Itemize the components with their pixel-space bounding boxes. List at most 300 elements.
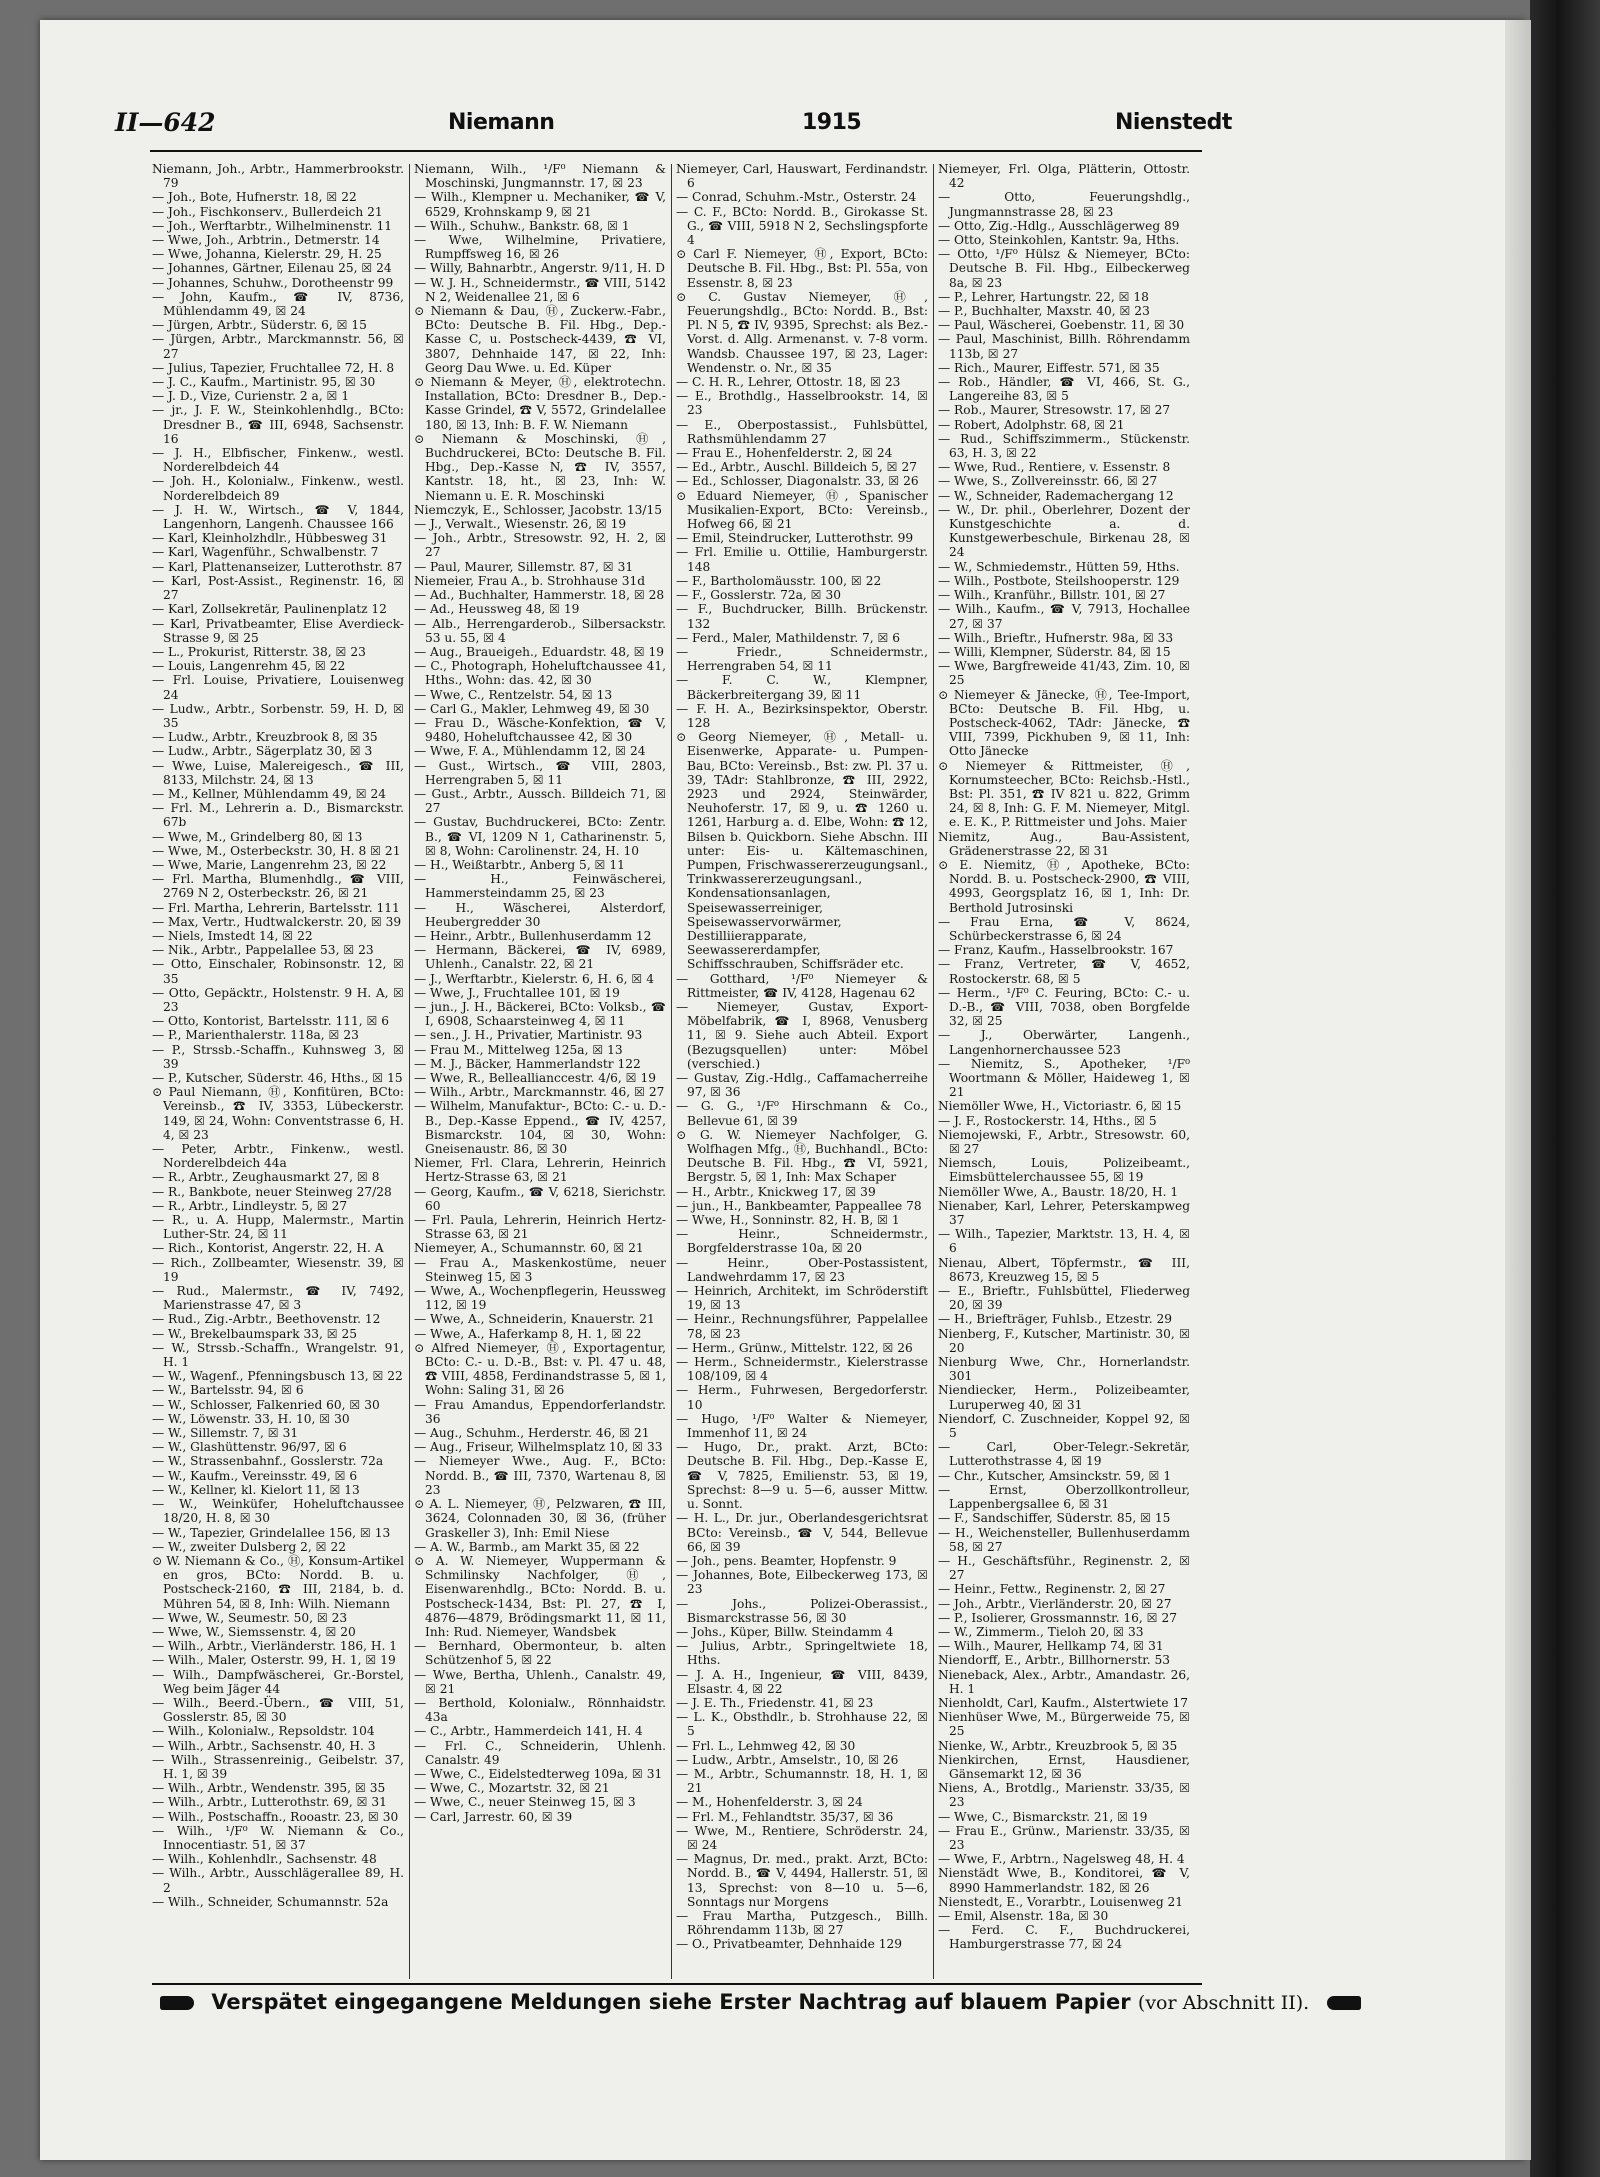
directory-entry: — Hermann, Bäckerei, ☎ IV, 6989, Uhlenh., Canalstr. 22, ☒ 21: [414, 943, 666, 972]
directory-entry: — Wilh., Postschaffn., Rooastr. 23, ☒ 30: [152, 1809, 399, 1824]
directory-entry: — Karl, Kleinholzhdlr., Hübbesweg 31: [152, 531, 388, 546]
directory-entry: — H., Arbtr., Knickweg 17, ☒ 39: [676, 1184, 876, 1199]
directory-entry: — W., Dr. phil., Oberlehrer, Dozent der Kunstgeschichte a. d. Kunstgewerbeschule, Birkenau 28, ☒ 24: [938, 502, 1190, 560]
directory-entry: — Wwe, Wilhelmine, Privatiere, Rumpffsweg 16, ☒ 26: [414, 233, 666, 262]
directory-entry: — F., Bartholomäusstr. 100, ☒ 22: [676, 573, 882, 588]
directory-entry: — P., Lehrer, Hartungstr. 22, ☒ 18: [938, 289, 1149, 304]
directory-entry: — Ernst, Oberzollkontrolleur, Lappenbergsallee 6, ☒ 31: [938, 1482, 1190, 1512]
header-rule: [150, 150, 1202, 152]
directory-entry: Niemojewski, F., Arbtr., Stresowstr. 60, ☒ 27: [938, 1127, 1190, 1157]
directory-entry: — Friedr., Schneidermstr., Herrengraben 54, ☒ 11: [676, 644, 928, 674]
directory-entry: — Otto, Steinkohlen, Kantstr. 9a, Hths.: [938, 233, 1180, 248]
footer-rule: [152, 1983, 1202, 1985]
directory-entry: — H. L., Dr. jur., Oberlandesgerichtsrat BCto: Vereinsb., ☎ V, 544, Bellevue 66, ☒ 39: [676, 1511, 928, 1554]
directory-entry: — J., Werftarbtr., Kielerstr. 6, H. 6, ☒ 4: [414, 971, 654, 986]
directory-entry: — W., Wagenf., Pfenningsbusch 13, ☒ 22: [152, 1369, 403, 1384]
directory-entry: — Joh., Fischkonserv., Bullerdeich 21: [152, 204, 383, 219]
directory-entry: — Wwe, F., Arbtrn., Nagelsweg 48, H. 4: [938, 1852, 1185, 1867]
directory-entry: — Frau E., Grünw., Marienstr. 33/35, ☒ 23: [938, 1823, 1190, 1852]
directory-entry: — Wwe, S., Zollvereinsstr. 66, ☒ 27: [938, 474, 1158, 489]
directory-entry: — Peter, Arbtr., Finkenw., westl. Norderelbdeich 44a: [152, 1142, 404, 1171]
directory-entry: — Joh., Arbtr., Stresowstr. 92, H. 2, ☒ 27: [414, 531, 666, 560]
directory-entry: ⊙ Alfred Niemeyer, Ⓗ, Exportagentur, BCto: C.- u. D.-B., Bst: v. Pl. 47 u. 48, ☎ VIII, 4858, Ferdinandstrasse 5, ☒ 1, Wohn: Saling 31, ☒ 26: [414, 1340, 666, 1398]
directory-entry: — L. K., Obsthdlr., b. Strohhause 22, ☒ 5: [676, 1710, 928, 1739]
directory-entry: — Hugo, ¹/F⁰ Walter & Niemeyer, Immenhof 11, ☒ 24: [676, 1411, 928, 1441]
directory-entry: ⊙ C. Gustav Niemeyer, Ⓗ, Feuerungshdlg., BCto: Nordd. B., Bst: Pl. N 5, ☎ IV, 9395, Sprechst: als Bez.-Vorst. d. Allg. Armenanst. v. 7-8 vorm. Wandsb. Chaussee 197, ☒ 23, Lager: Wendenstr. o. Nr., ☒ 35: [676, 289, 928, 375]
directory-entry: — Wilh., Maurer, Hellkamp 74, ☒ 31: [938, 1639, 1164, 1654]
column-divider: [933, 164, 934, 1979]
directory-entry: Niemczyk, E., Schlosser, Jacobstr. 13/15: [414, 502, 662, 517]
directory-entry: — Magnus, Dr. med., prakt. Arzt, BCto: Nordd. B., ☎ V, 4494, Hallerstr. 51, ☒ 13, Sprechst: von 8—10 u. 5—6, Sonntags nur Morgens: [676, 1852, 928, 1909]
directory-entry: — Frl. Martha, Blumenhdlg., ☎ VIII, 2769 N 2, Osterbeckstr. 26, ☒ 21: [152, 872, 404, 901]
directory-entry: — P., Isolierer, Grossmannstr. 16, ☒ 27: [938, 1610, 1177, 1625]
directory-entry: ⊙ A. W. Niemeyer, Wuppermann & Schmilinsky Nachfolger, Ⓗ, Eisenwarenhdlg., BCto: Nordd. B. u. Postscheck-1434, Bst: Pl. 27, ☎ I, 4876—4879, Brödingsmarkt 11, ☒ 11, Inh: Rud. Niemeyer, Wandsbek: [414, 1553, 666, 1639]
directory-entry: — J., Verwalt., Wiesenstr. 26, ☒ 19: [414, 517, 627, 532]
directory-entry: ⊙ Eduard Niemeyer, Ⓗ, Spanischer Musikalien-Export, BCto: Vereinsb., Hofweg 66, ☒ 21: [676, 488, 928, 532]
directory-entry: — Willi, Klempner, Süderstr. 84, ☒ 15: [938, 644, 1171, 659]
directory-entry: — Otto, Kontorist, Bartelsstr. 111, ☒ 6: [152, 1014, 390, 1029]
book-shadow: [1530, 0, 1600, 2177]
directory-entry: Nienberg, F., Kutscher, Martinistr. 30, ☒ 20: [938, 1326, 1190, 1355]
directory-entry: — Herm., Schneidermstr., Kielerstrasse 108/109, ☒ 4: [676, 1355, 928, 1384]
pointing-hand-icon: [160, 1996, 194, 2010]
directory-entry: — Wwe, A., Haferkamp 8, H. 1, ☒ 22: [414, 1326, 642, 1341]
directory-entry: — Niemeyer, Gustav, Export-Möbelfabrik, ☎ I, 8968, Venusberg 11, ☒ 9. Siehe auch Abteil. Export (Bezugsquellen) unter: Möbel (verschied.): [676, 999, 928, 1071]
directory-entry: — R., Bankbote, neuer Steinweg 27/28: [152, 1184, 392, 1199]
directory-entry: — Paul, Wäscherei, Goebenstr. 11, ☒ 30: [938, 318, 1185, 333]
directory-entry: — W., Weinküfer, Hoheluftchaussee 18/20, H. 8, ☒ 30: [152, 1497, 404, 1526]
directory-entry: — Wwe, W., Seumestr. 50, ☒ 23: [152, 1610, 348, 1625]
directory-entry: — W., zweiter Dulsberg 2, ☒ 22: [152, 1539, 346, 1554]
directory-entry: — Conrad, Schuhm.-Mstr., Osterstr. 24: [676, 190, 917, 205]
directory-entry: — W., Tapezier, Grindelallee 156, ☒ 13: [152, 1525, 391, 1540]
directory-entry: — G. G., ¹/F⁰ Hirschmann & Co., Bellevue 61, ☒ 39: [676, 1099, 928, 1128]
directory-entry: — Georg, Kaufm., ☎ V, 6218, Sierichstr. 60: [414, 1184, 666, 1213]
directory-entry: ⊙ Niemann & Moschinski, Ⓗ, Buchdruckerei, BCto: Deutsche B. Fil. Hbg., Dep.-Kasse N, ☎ IV, 3557, Kantstr. 18, ht., ☒ 23, Inh: W. Niemann u. E. R. Moschinski: [414, 431, 666, 503]
directory-entry: ⊙ G. W. Niemeyer Nachfolger, G. Wolfhagen Mfg., Ⓗ, Buchhandl., BCto: Deutsche B. Fil. Hbg., ☎ VI, 5921, Bergstr. 5, ☒ 1, Inh: Max Schaper: [676, 1127, 928, 1185]
directory-entry: Niendiecker, Herm., Polizeibeamter, Luruperweg 40, ☒ 31: [938, 1383, 1190, 1412]
directory-entry: — M., Kellner, Mühlendamm 49, ☒ 24: [152, 786, 387, 801]
directory-entry: — Wwe, M., Rentiere, Schröderstr. 24, ☒ 24: [676, 1823, 928, 1852]
directory-entry: — W., Schmiedemstr., Hütten 59, Hths.: [938, 559, 1180, 574]
directory-entry: — Karl, Plattenanseizer, Lutterothstr. 87: [152, 559, 403, 574]
directory-entry: — Paul, Maschinist, Billh. Röhrendamm 113b, ☒ 27: [938, 332, 1190, 361]
directory-entry: — Wilh., Klempner u. Mechaniker, ☎ V, 6529, Krohnskamp 9, ☒ 21: [414, 190, 666, 219]
directory-entry: — F., Buchdrucker, Billh. Brückenstr. 132: [676, 602, 928, 631]
directory-entry: — J. H. W., Wirtsch., ☎ V, 1844, Langenhorn, Langenh. Chaussee 166: [152, 502, 404, 532]
directory-entry: — Wilh., Maler, Osterstr. 99, H. 1, ☒ 19: [152, 1653, 396, 1668]
directory-entry: — Wwe, Bertha, Uhlenh., Canalstr. 49, ☒ 21: [414, 1667, 666, 1696]
directory-entry: — Rob., Händler, ☎ VI, 466, St. G., Langereihe 83, ☒ 5: [938, 375, 1190, 404]
directory-entry: — Alb., Herrengarderob., Silbersackstr. 53 u. 55, ☒ 4: [414, 616, 666, 645]
directory-entry: — Wwe, Rud., Rentiere, v. Essenstr. 8: [938, 460, 1171, 475]
pointing-hand-icon: [1327, 1996, 1361, 2010]
directory-entry: — Niels, Imstedt 14, ☒ 22: [152, 928, 313, 943]
directory-entry: — Rich., Zollbeamter, Wiesenstr. 39, ☒ 19: [152, 1255, 404, 1284]
directory-entry: — R., Arbtr., Zeughausmarkt 27, ☒ 8: [152, 1170, 380, 1185]
directory-entry: ⊙ Niemeyer & Rittmeister, Ⓗ, Kornumsteecher, BCto: Reichsb.-Hstl., Bst: Pl. 351, ☎ IV 821 u. 822, Grimm 24, ☒ 8, Inh: G. F. M. Niemeyer, Mitgl. e. E. K., P. Rittmeister und Johs. Maier: [938, 758, 1190, 830]
directory-entry: — H., Wäscherei, Alsterdorf, Heubergredder 30: [414, 900, 666, 929]
directory-entry: — Herm., Grünw., Mittelstr. 122, ☒ 26: [676, 1340, 913, 1355]
directory-entry: — Frl. Martha, Lehrerin, Bartelsstr. 111: [152, 900, 400, 915]
directory-entry: — Johannes, Gärtner, Eilenau 25, ☒ 24: [152, 261, 392, 276]
directory-entry: Nienstädt Wwe, B., Konditorei, ☎ V, 8990 Hammerlandstr. 182, ☒ 26: [938, 1866, 1190, 1895]
directory-entry: — Wilh., Kaufm., ☎ V, 7913, Hochallee 27, ☒ 37: [938, 602, 1190, 631]
directory-entry: — W., Bartelsstr. 94, ☒ 6: [152, 1383, 304, 1398]
directory-entry: — Wwe, J., Fruchtallee 101, ☒ 19: [414, 985, 620, 1000]
directory-entry: — F. H. A., Bezirksinspektor, Oberstr. 128: [676, 701, 928, 730]
directory-entry: Nienaber, Karl, Lehrer, Peterskampweg 37: [938, 1198, 1190, 1228]
directory-entry: — J. F., Rostockerstr. 14, Hths., ☒ 5: [938, 1113, 1157, 1128]
directory-entry: — Otto, ¹/F⁰ Hülsz & Niemeyer, BCto: Deutsche B. Fil. Hbg., Eilbeckerweg 8a, ☒ 23: [938, 247, 1190, 290]
directory-entry: Niemann, Wilh., ¹/F⁰ Niemann & Moschinski, Jungmannstr. 17, ☒ 23: [414, 162, 666, 191]
directory-entry: — Wwe, M., Osterbeckstr. 30, H. 8 ☒ 21: [152, 843, 401, 858]
directory-entry: — Frl. Emilie u. Ottilie, Hamburgerstr. 148: [676, 545, 928, 574]
directory-entry: Niemann, Joh., Arbtr., Hammerbrookstr. 79: [152, 162, 404, 191]
directory-entry: ⊙ Niemann & Meyer, Ⓗ, elektrotechn. Installation, BCto: Dresdner B., Dep.-Kasse Grindel, ☎ V, 5572, Grindelallee 180, ☒ 13, Inh: B. F. W. Niemann: [414, 375, 666, 432]
directory-entry: — W., Schlosser, Falkenried 60, ☒ 30: [152, 1397, 380, 1412]
directory-entry: — P., Kutscher, Süderstr. 46, Hths., ☒ 15: [152, 1071, 403, 1085]
directory-entry: — Wilh., Brieftr., Hufnerstr. 98a, ☒ 33: [938, 630, 1174, 645]
column-divider: [409, 164, 410, 1979]
directory-entry: — W., Strassenbahnf., Gosslerstr. 72a: [152, 1454, 384, 1469]
directory-entry: — P., Buchhalter, Maxstr. 40, ☒ 23: [938, 304, 1150, 319]
directory-entry: — Wwe, A., Schneiderin, Knauerstr. 21: [414, 1312, 655, 1327]
directory-entry: ⊙ A. L. Niemeyer, Ⓗ, Pelzwaren, ☎ III, 3624, Colonnaden 30, ☒ 36, (früher Graskeller 3), Inh: Emil Niese: [414, 1497, 666, 1540]
directory-entry: ⊙ Niemeyer & Jänecke, Ⓗ, Tee-Import, BCto: Deutsche B. Fil. Hbg, u. Postscheck-4062, TAdr: Jänecke, ☎ VIII, 7399, Pickhuben 9, ☒ 11, Inh: Otto Jänecke: [938, 687, 1190, 759]
directory-entry: — Nik., Arbtr., Pappelallee 53, ☒ 23: [152, 943, 374, 958]
directory-entry: — Julius, Tapezier, Fruchtallee 72, H. 8: [152, 360, 395, 375]
directory-entry: — Ad., Buchhalter, Hammerstr. 18, ☒ 28: [414, 588, 665, 603]
directory-entry: — Frl. Paula, Lehrerin, Heinrich Hertz-Strasse 63, ☒ 21: [414, 1213, 666, 1242]
directory-entry: — Johs., Küper, Billw. Steindamm 4: [676, 1624, 894, 1639]
directory-entry: — Robert, Adolphstr. 68, ☒ 21: [938, 417, 1125, 432]
directory-entry: — Wwe, Marie, Langenrehm 23, ☒ 22: [152, 857, 387, 872]
directory-entry: Nienke, W., Arbtr., Kreuzbrook 5, ☒ 35: [938, 1738, 1178, 1753]
directory-entry: — Wilh., Kolonialw., Repsoldstr. 104: [152, 1724, 375, 1739]
directory-entry: — Niemitz, S., Apotheker, ¹/F⁰ Woortmann & Möller, Haideweg 1, ☒ 21: [938, 1056, 1190, 1100]
directory-entry: — Paul, Maurer, Sillemstr. 87, ☒ 31: [414, 559, 634, 574]
directory-entry: — Wwe, H., Sonninstr. 82, H. B, ☒ 1: [676, 1213, 900, 1228]
directory-entry: Niemeier, Frau A., b. Strohhause 31d: [414, 573, 646, 588]
footer-notice: [160, 1990, 1310, 2022]
directory-entry: — H., Weichensteller, Bullenhuserdamm 58, ☒ 27: [938, 1525, 1190, 1554]
directory-entry: — Wwe, C., Bismarckstr. 21, ☒ 19: [938, 1809, 1148, 1824]
directory-entry: ⊙ W. Niemann & Co., Ⓗ, Konsum-Artikel en gros, BCto: Nordd. B. u. Postscheck-2160, ☎ III, 2184, b. d. Mühren 54, ☒ 8, Inh: Wilh. Niemann: [152, 1553, 404, 1611]
directory-entry: — Herm., Fuhrwesen, Bergedorferstr. 10: [676, 1383, 928, 1412]
directory-entry: — Frau Martha, Putzgesch., Billh. Röhrendamm 113b, ☒ 27: [676, 1908, 928, 1938]
directory-entry: — Wwe, Joh., Arbtrin., Detmerstr. 14: [152, 233, 380, 248]
directory-entry: — Berthold, Kolonialw., Rönnhaidstr. 43a: [414, 1695, 666, 1725]
directory-entry: — Otto, Gepäcktr., Holstenstr. 9 H. A, ☒ 23: [152, 985, 404, 1014]
directory-entry: — Rob., Maurer, Stresowstr. 17, ☒ 27: [938, 403, 1171, 418]
directory-columns: [152, 162, 1202, 1980]
directory-entry: — sen., J. H., Privatier, Martinistr. 93: [414, 1028, 643, 1043]
directory-entry: — P., Strssb.-Schaffn., Kuhnsweg 3, ☒ 39: [152, 1042, 404, 1071]
directory-entry: — Jürgen, Arbtr., Marckmannstr. 56, ☒ 27: [152, 332, 404, 361]
directory-entry: Nienholdt, Carl, Kaufm., Alstertwiete 17: [938, 1695, 1188, 1710]
directory-entry: — P., Marienthalerstr. 118a, ☒ 23: [152, 1028, 359, 1043]
directory-entry: — Wilh., Kohlenhdlr., Sachsenstr. 48: [152, 1852, 377, 1867]
directory-entry: — Wwe, F. A., Mühlendamm 12, ☒ 24: [414, 744, 646, 759]
directory-entry: Nienhüser Wwe, M., Bürgerweide 75, ☒ 25: [938, 1710, 1190, 1739]
directory-entry: — Wwe, C., Eidelstedterweg 109a, ☒ 31: [414, 1766, 663, 1781]
directory-entry: — J. D., Vize, Curienstr. 2 a, ☒ 1: [152, 389, 350, 404]
year: 1915: [802, 110, 862, 135]
directory-entry: — Joh., Werftarbtr., Wilhelminenstr. 11: [152, 218, 392, 233]
directory-entry: — W. J. H., Schneidermstr., ☎ VIII, 5142 N 2, Weidenallee 21, ☒ 6: [414, 275, 666, 304]
directory-entry: — Frau Amandus, Eppendorferlandstr. 36: [414, 1397, 666, 1426]
directory-entry: — Heinr., Schneidermstr., Borgfelderstrasse 10a, ☒ 20: [676, 1227, 928, 1256]
directory-entry: — E., Brieftr., Fuhlsbüttel, Fliederweg 20, ☒ 39: [938, 1284, 1190, 1313]
directory-entry: — W., Schneider, Rademachergang 12: [938, 488, 1174, 503]
directory-entry: — F., Gosslerstr. 72a, ☒ 30: [676, 588, 841, 603]
directory-entry: — Franz, Kaufm., Hasselbrookstr. 167: [938, 943, 1174, 958]
directory-entry: — Otto, Feuerungshdlg., Jungmannstrasse 28, ☒ 23: [938, 190, 1190, 219]
directory-entry: — Karl, Post-Assist., Reginenstr. 16, ☒ 27: [152, 573, 404, 603]
directory-entry: — Frl. L., Lehmweg 42, ☒ 30: [676, 1738, 856, 1753]
directory-entry: — Ludw., Arbtr., Sorbenstr. 59, H. D, ☒ 35: [152, 701, 404, 730]
directory-entry: — Rud., Malermstr., ☎ IV, 7492, Marienstrasse 47, ☒ 3: [152, 1284, 404, 1313]
directory-entry: — Emil, Alsenstr. 18a, ☒ 30: [938, 1908, 1109, 1923]
directory-entry: — Frau A., Maskenkostüme, neuer Steinweg 15, ☒ 3: [414, 1255, 666, 1284]
directory-entry: ⊙ Niemann & Dau, Ⓗ, Zuckerw.-Fabr., BCto: Deutsche B. Fil. Hbg., Dep.-Kasse C, u. Postscheck-4439, ☎ VI, 3807, Dehnhaide 147, ☒ 22, Inh: Georg Dau Wwe. u. Ed. Küper: [414, 304, 666, 375]
directory-entry: ⊙ Paul Niemann, Ⓗ, Konfitüren, BCto: Vereinsb., ☎ IV, 3353, Lübeckerstr. 149, ☒ 24, Wohn: Conventstrasse 6, H. 4, ☒ 23: [152, 1085, 404, 1142]
directory-entry: — Wwe, Luise, Malereigesch., ☎ III, 8133, Milchstr. 24, ☒ 13: [152, 758, 404, 787]
directory-entry: — Max, Vertr., Hudtwalckerstr. 20, ☒ 39: [152, 914, 402, 929]
directory-entry: — Wilh., Arbtr., Marckmannstr. 46, ☒ 27: [414, 1085, 665, 1100]
directory-entry: — Aug., Schuhm., Herderstr. 46, ☒ 21: [414, 1426, 650, 1441]
keyword-left: Niemann: [448, 110, 555, 135]
directory-entry: — Niemeyer Wwe., Aug. F., BCto: Nordd. B., ☎ III, 7370, Wartenau 8, ☒ 23: [414, 1454, 666, 1497]
directory-entry: — Emil, Steindrucker, Lutterothstr. 99: [676, 531, 914, 546]
directory-entry: — Ludw., Arbtr., Amselstr., 10, ☒ 26: [676, 1752, 899, 1767]
directory-entry: — Frl. M., Fehlandtstr. 35/37, ☒ 36: [676, 1809, 894, 1824]
directory-entry: — C., Photograph, Hoheluftchaussee 41, Hths., Wohn: das. 42, ☒ 30: [414, 659, 666, 688]
directory-entry: — Julius, Arbtr., Springeltwiete 18, Hths.: [676, 1639, 928, 1668]
directory-entry: — W., Brekelbaumspark 33, ☒ 25: [152, 1326, 358, 1341]
directory-entry: — Carl, Ober-Telegr.-Sekretär, Lutterothstrasse 4, ☒ 19: [938, 1440, 1190, 1469]
directory-entry: — Heinr., Rechnungsführer, Pappelallee 78, ☒ 23: [676, 1312, 928, 1341]
directory-entry: — Wilh., Tapezier, Marktstr. 13, H. 4, ☒ 6: [938, 1227, 1190, 1256]
directory-entry: — Gustav, Zig.-Hdlg., Caffamacherreihe 97, ☒ 36: [676, 1071, 928, 1100]
column-2: [414, 162, 666, 1980]
directory-entry: — Carl G., Makler, Lehmweg 49, ☒ 30: [414, 701, 650, 716]
directory-entry: Niemsch, Louis, Polizeibeamt., Eimsbüttelerchaussee 55, ☒ 19: [938, 1156, 1190, 1185]
directory-entry: — Wilh., Schneider, Schumannstr. 52a: [152, 1894, 389, 1909]
directory-entry: — Gust., Arbtr., Aussch. Billdeich 71, ☒ 27: [414, 786, 666, 816]
directory-entry: — Otto, Einschaler, Robinsonstr. 12, ☒ 35: [152, 957, 404, 986]
directory-entry: — C., Arbtr., Hammerdeich 141, H. 4: [414, 1724, 643, 1739]
column-3: [676, 162, 928, 1980]
directory-entry: — Louis, Langenrehm 45, ☒ 22: [152, 659, 346, 674]
directory-entry: — Heinrich, Architekt, im Schröderstift 19, ☒ 13: [676, 1284, 928, 1313]
directory-entry: — Wilh., Arbtr., Lutterothstr. 69, ☒ 31: [152, 1795, 387, 1810]
directory-entry: — Karl, Wagenführ., Schwalbenstr. 7: [152, 545, 379, 560]
directory-entry: — Herm., ¹/F⁰ C. Feuring, BCto: C.- u. D.-B., ☎ VIII, 7038, oben Borgfelde 32, ☒ 25: [938, 985, 1190, 1029]
directory-entry: Nieneback, Alex., Arbtr., Amandastr. 26, H. 1: [938, 1667, 1190, 1696]
directory-entry: — W., Sillemstr. 7, ☒ 31: [152, 1426, 299, 1441]
directory-entry: Niendorff, E., Arbtr., Billhornerstr. 53: [938, 1653, 1170, 1668]
keyword-right: Nienstedt: [1115, 110, 1232, 135]
directory-entry: — Wwe, A., Wochenpflegerin, Heussweg 112, ☒ 19: [414, 1284, 666, 1313]
directory-entry: — jr., J. F. W., Steinkohlenhdlg., BCto: Dresdner B., ☎ III, 6948, Sachsenstr. 16: [152, 403, 404, 446]
directory-entry: — Ed., Schlosser, Diagonalstr. 33, ☒ 26: [676, 474, 919, 489]
directory-entry: — Wwe, Bargfreweide 41/43, Zim. 10, ☒ 25: [938, 659, 1190, 688]
directory-entry: — J. H., Elbfischer, Finkenw., westl. Norderelbdeich 44: [152, 446, 404, 475]
directory-entry: — Aug., Braueigeh., Eduardstr. 48, ☒ 19: [414, 644, 665, 659]
directory-entry: — jun., J. H., Bäckerei, BCto: Volksb., ☎ I, 6908, Schaarsteinweg 4, ☒ 11: [414, 999, 666, 1029]
footer-note: (vor Abschnitt II).: [1137, 1992, 1310, 2014]
directory-entry: — Wwe, C., Mozartstr. 32, ☒ 21: [414, 1781, 610, 1796]
directory-entry: — Wilh., Beerd.-Übern., ☎ VIII, 51, Gosslerstr. 85, ☒ 30: [152, 1695, 404, 1725]
directory-entry: — Heinr., Ober-Postassistent, Landwehrdamm 17, ☒ 23: [676, 1255, 928, 1284]
directory-entry: — R., u. A. Hupp, Malermstr., Martin Luther-Str. 24, ☒ 11: [152, 1213, 404, 1242]
directory-entry: — Frl. C., Schneiderin, Uhlenh. Canalstr. 49: [414, 1738, 666, 1767]
directory-entry: — Frl. M., Lehrerin a. D., Bismarckstr. 67b: [152, 801, 404, 830]
directory-entry: — Frl. Louise, Privatiere, Louisenweg 24: [152, 673, 404, 702]
directory-entry: Nienkirchen, Ernst, Hausdiener, Gänsemarkt 12, ☒ 36: [938, 1752, 1190, 1781]
directory-entry: — Wilh., Strassenreinig., Geibelstr. 37, H. 1, ☒ 39: [152, 1752, 404, 1781]
directory-entry: — Carl, Jarrestr. 60, ☒ 39: [414, 1809, 573, 1824]
directory-entry: — W., Zimmerm., Tieloh 20, ☒ 33: [938, 1624, 1144, 1639]
directory-entry: — Wilh., Arbtr., Vierländerstr. 186, H. 1: [152, 1639, 397, 1654]
directory-entry: — Wilh., Kranführ., Billstr. 101, ☒ 27: [938, 588, 1166, 603]
directory-entry: — Rich., Kontorist, Angerstr. 22, H. A: [152, 1241, 384, 1256]
directory-entry: — W., Kaufm., Vereinsstr. 49, ☒ 6: [152, 1468, 358, 1483]
directory-entry: — W., Strssb.-Schaffn., Wrangelstr. 91, H. 1: [152, 1340, 404, 1370]
directory-entry: — H., Feinwäscherei, Hammersteindamm 25, ☒ 23: [414, 872, 666, 901]
directory-entry: — R., Arbtr., Lindleystr. 5, ☒ 27: [152, 1198, 348, 1213]
directory-entry: Niemer, Frl. Clara, Lehrerin, Heinrich Hertz-Strasse 63, ☒ 21: [414, 1156, 666, 1185]
directory-entry: — Hugo, Dr., prakt. Arzt, BCto: Deutsche B. Fil. Hbg., Dep.-Kasse E, ☎ V, 7825, Emilienstr. 53, ☒ 19, Sprechst: 8—9 u. 5—6, ausser Mittw. u. Sonnt.: [676, 1440, 928, 1512]
column-1: [152, 162, 404, 1980]
directory-entry: — jun., H., Bankbeamter, Pappeallee 78: [676, 1198, 922, 1213]
footer-main: Verspätet eingegangene Meldungen siehe Erster Nachtrag auf blauem Papier: [211, 1990, 1131, 2014]
directory-entry: — C. H. R., Lehrer, Ottostr. 18, ☒ 23: [676, 375, 901, 390]
directory-entry: Nienburg Wwe, Chr., Hornerlandstr. 301: [938, 1355, 1190, 1384]
directory-entry: — J. E. Th., Friedenstr. 41, ☒ 23: [676, 1695, 874, 1710]
directory-entry: — Gust., Wirtsch., ☎ VIII, 2803, Herrengraben 5, ☒ 11: [414, 758, 666, 787]
directory-entry: — Chr., Kutscher, Amsinckstr. 59, ☒ 1: [938, 1468, 1172, 1483]
directory-entry: — Wilh., Postbote, Steilshooperstr. 129: [938, 573, 1180, 588]
directory-entry: — Gotthard, ¹/F⁰ Niemeyer & Rittmeister, ☎ IV, 4128, Hagenau 62: [676, 971, 928, 1000]
directory-entry: ⊙ Georg Niemeyer, Ⓗ, Metall- u. Eisenwerke, Apparate- u. Pumpen-Bau, BCto: Vereinsb., Bst: zw. Pl. 37 u. 39, TAdr: Stahlbronze, ☎ III, 2922, 2923 und 2924, Steinwärder, Neuhoferstr. 17, ☒ 9, u. ☎ 1260 u. 1261, Harburg a. d. Elbe, Wohn: ☎ 12, Bilsen b. Quickborn. Siehe Abschn. III unter: Eis- u. Kältemaschinen, Pumpen, Frischwassererzeugungsanl., Trinkwassererzeugungsanl., Kondensationsanlagen, Speisewasserreiniger, Speisewasservorwärmer, Destilliierapparate, Seewassererdampfer, Schiffsschrauben, Schiffsräder etc.: [676, 730, 928, 972]
directory-entry: — O., Privatbeamter, Dehnhaide 129: [676, 1937, 902, 1952]
directory-entry: Niens, A., Brotdlg., Marienstr. 33/35, ☒ 23: [938, 1781, 1190, 1810]
directory-entry: — J. A. H., Ingenieur, ☎ VIII, 8439, Elsastr. 4, ☒ 22: [676, 1667, 928, 1696]
directory-entry: — Frau Erna, ☎ V, 8624, Schürbeckerstrasse 6, ☒ 24: [938, 914, 1190, 943]
directory-entry: — F. C. W., Klempner, Bäckerbreitergang 39, ☒ 11: [676, 673, 928, 702]
directory-entry: — F., Sandschiffer, Süderstr. 85, ☒ 15: [938, 1511, 1171, 1526]
directory-entry: — J., Oberwärter, Langenh., Langenhornerchaussee 523: [938, 1028, 1190, 1057]
directory-entry: — Heinr., Fettw., Reginenstr. 2, ☒ 27: [938, 1582, 1166, 1597]
directory-entry: — W., Glashüttenstr. 96/97, ☒ 6: [152, 1440, 347, 1455]
directory-entry: — Otto, Zig.-Hdlg., Ausschlägerweg 89: [938, 218, 1180, 233]
directory-entry: — Ferd. C. F., Buchdruckerei, Hamburgerstrasse 77, ☒ 24: [938, 1923, 1190, 1952]
directory-entry: — J. C., Kaufm., Martinistr. 95, ☒ 30: [152, 375, 376, 390]
directory-entry: — Ad., Heussweg 48, ☒ 19: [414, 602, 580, 617]
directory-entry: Niemeyer, Frl. Olga, Plätterin, Ottostr. 42: [938, 162, 1190, 191]
directory-entry: — Karl, Privatbeamter, Elise Averdieck-Strasse 9, ☒ 25: [152, 616, 404, 645]
directory-entry: — Frau M., Mittelweg 125a, ☒ 13: [414, 1042, 623, 1057]
directory-entry: — W., Löwenstr. 33, H. 10, ☒ 30: [152, 1411, 350, 1426]
directory-entry: — Frau E., Hohenfelderstr. 2, ☒ 24: [676, 446, 893, 461]
directory-entry: — Joh., Bote, Hufnerstr. 18, ☒ 22: [152, 190, 357, 205]
directory-entry: — Johs., Polizei-Oberassist., Bismarckstrasse 56, ☒ 30: [676, 1596, 928, 1625]
directory-entry: — Wwe, M., Grindelberg 80, ☒ 13: [152, 829, 363, 844]
directory-entry: Nienau, Albert, Töpfermstr., ☎ III, 8673, Kreuzweg 15, ☒ 5: [938, 1255, 1190, 1284]
directory-entry: ⊙ Carl F. Niemeyer, Ⓗ, Export, BCto: Deutsche B. Fil. Hbg., Bst: Pl. 55a, von Essenstr. 8, ☒ 23: [676, 247, 928, 290]
directory-entry: — Wilh., Arbtr., Wendenstr. 395, ☒ 35: [152, 1781, 386, 1796]
directory-entry: — Johannes, Schuhw., Dorotheenstr 99: [152, 275, 394, 290]
directory-entry: ⊙ E. Niemitz, Ⓗ, Apotheke, BCto: Nordd. B. u. Postscheck-2900, ☎ VIII, 4993, Georgsplatz 16, ☒ 1, Inh: Dr. Berthold Jutrosinski: [938, 857, 1190, 915]
directory-entry: — L., Prokurist, Ritterstr. 38, ☒ 23: [152, 644, 366, 659]
directory-entry: — Joh., Arbtr., Vierländerstr. 20, ☒ 27: [938, 1596, 1172, 1611]
directory-entry: Nienstedt, E., Vorarbtr., Louisenweg 21: [938, 1894, 1184, 1909]
directory-entry: — Ludw., Arbtr., Kreuzbrook 8, ☒ 35: [152, 730, 378, 745]
directory-entry: Niemitz, Aug., Bau-Assistent, Grädenerstrasse 22, ☒ 31: [938, 829, 1190, 858]
directory-entry: — Franz, Vertreter, ☎ V, 4652, Rostockerstr. 68, ☒ 5: [938, 957, 1190, 986]
directory-entry: — Ferd., Maler, Mathildenstr. 7, ☒ 6: [676, 630, 900, 645]
directory-entry: Niemöller Wwe, H., Victoriastr. 6, ☒ 15: [938, 1099, 1182, 1114]
directory-entry: — Joh., pens. Beamter, Hopfenstr. 9: [676, 1553, 897, 1568]
directory-entry: — Wilh., Arbtr., Sachsenstr. 40, H. 3: [152, 1738, 376, 1753]
directory-entry: — Joh. H., Kolonialw., Finkenw., westl. Norderelbdeich 89: [152, 474, 404, 503]
directory-entry: — John, Kaufm., ☎ IV, 8736, Mühlendamm 49, ☒ 24: [152, 289, 404, 319]
directory-entry: — A. W., Barmb., am Markt 35, ☒ 22: [414, 1539, 640, 1554]
column-4: [938, 162, 1190, 1980]
directory-entry: — C. F., BCto: Nordd. B., Girokasse St. G., ☎ VIII, 5918 N 2, Sechslingspforte 4: [676, 204, 928, 248]
directory-entry: — Frau D., Wäsche-Konfektion, ☎ V, 9480, Hoheluftchaussee 42, ☒ 30: [414, 715, 666, 745]
directory-entry: — M. J., Bäcker, Hammerlandstr 122: [414, 1056, 641, 1071]
directory-entry: — Wwe, W., Siemssenstr. 4, ☒ 20: [152, 1624, 356, 1639]
directory-entry: — Wilh., Arbtr., Ausschlägerallee 89, H. 2: [152, 1866, 404, 1895]
directory-entry: — Wilh., Dampfwäscherei, Gr.-Borstel, Weg beim Jäger 44: [152, 1667, 404, 1696]
directory-entry: — Bernhard, Obermonteur, b. alten Schützenhof 5, ☒ 22: [414, 1639, 666, 1668]
directory-entry: — Ludw., Arbtr., Sägerplatz 30, ☒ 3: [152, 744, 373, 759]
column-divider: [671, 164, 672, 1979]
directory-entry: — Ed., Arbtr., Auschl. Billdeich 5, ☒ 27: [676, 460, 917, 475]
directory-entry: — Rich., Maurer, Eiffestr. 571, ☒ 35: [938, 360, 1160, 375]
directory-entry: — H., Briefträger, Fuhlsb., Etzestr. 29: [938, 1312, 1173, 1327]
directory-entry: Niemöller Wwe, A., Baustr. 18/20, H. 1: [938, 1184, 1179, 1199]
directory-entry: Niemeyer, A., Schumannstr. 60, ☒ 21: [414, 1241, 644, 1256]
directory-entry: — Wilh., ¹/F⁰ W. Niemann & Co., Innocentiastr. 51, ☒ 37: [152, 1823, 404, 1852]
directory-entry: — W., Kellner, kl. Kielort 11, ☒ 13: [152, 1482, 360, 1497]
directory-entry: — Wwe, Johanna, Kielerstr. 29, H. 25: [152, 247, 382, 262]
page-header: [115, 108, 1232, 144]
directory-entry: — M., Hohenfelderstr. 3, ☒ 24: [676, 1795, 863, 1810]
directory-entry: — Rud., Schiffszimmerm., Stückenstr. 63, H. 3, ☒ 22: [938, 431, 1190, 461]
page-number: II—642: [115, 108, 216, 137]
page-edge: [1505, 20, 1531, 2160]
directory-entry: — Gustav, Buchdruckerei, BCto: Zentr. B., ☎ VI, 1209 N 1, Catharinenstr. 5, ☒ 8, Wohn: Carolinenstr. 24, H. 10: [414, 815, 666, 858]
directory-entry: — Wwe, C., Rentzelstr. 54, ☒ 13: [414, 687, 613, 702]
directory-entry: — Rud., Zig.-Arbtr., Beethovenstr. 12: [152, 1312, 381, 1327]
directory-entry: Niemeyer, Carl, Hauswart, Ferdinandstr. 6: [676, 162, 928, 191]
directory-entry: — Wilhelm, Manufaktur-, BCto: C.- u. D.-B., Dep.-Kasse Eppend., ☎ IV, 4257, Bismarckstr. 104, ☒ 30, Wohn: Gneisenaustr. 86, ☒ 30: [414, 1099, 666, 1157]
directory-entry: — M., Arbtr., Schumannstr. 18, H. 1, ☒ 21: [676, 1766, 928, 1796]
directory-entry: — Wilh., Schuhw., Bankstr. 68, ☒ 1: [414, 218, 630, 233]
directory-entry: — Aug., Friseur, Wilhelmsplatz 10, ☒ 33: [414, 1440, 663, 1455]
directory-entry: — H., Geschäftsführ., Reginenstr. 2, ☒ 27: [938, 1553, 1190, 1583]
directory-entry: — Wwe, R., Belleallianccestr. 4/6, ☒ 19: [414, 1071, 656, 1085]
directory-entry: — E., Oberpostassist., Fuhlsbüttel, Rathsmühlendamm 27: [676, 417, 928, 446]
directory-entry: — E., Brothdlg., Hasselbrookstr. 14, ☒ 23: [676, 389, 928, 418]
directory-entry: Niendorf, C. Zuschneider, Koppel 92, ☒ 5: [938, 1411, 1190, 1441]
directory-entry: — H., Weißtarbtr., Anberg 5, ☒ 11: [414, 857, 625, 872]
